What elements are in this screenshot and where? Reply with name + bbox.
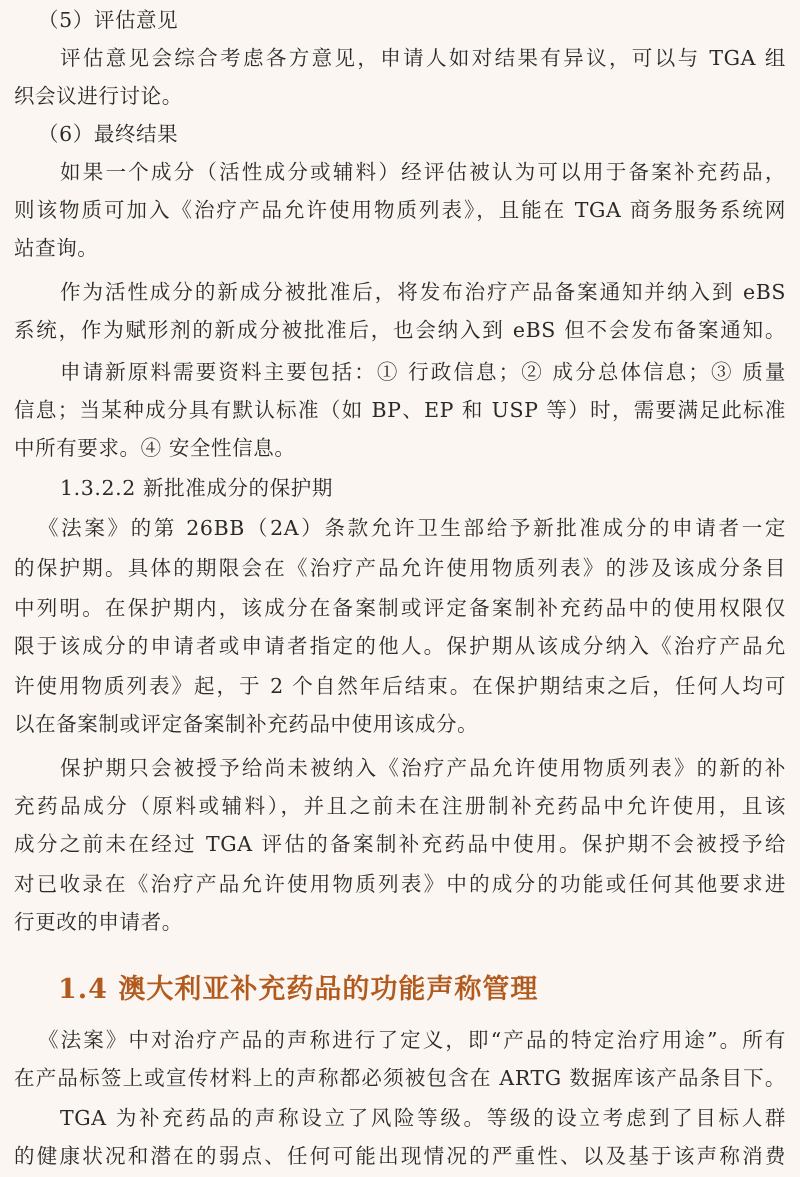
paragraph-line: 系统，作为赋形剂的新成分被批准后，也会纳入到 eBS 但不会发布备案通知。: [14, 318, 786, 342]
paragraph-line: 的健康状况和潜在的弱点、任何可能出现情况的严重性、以及基于该声称消费: [14, 1144, 786, 1168]
paragraph-line: 的保护期。具体的期限会在《治疗产品允许使用物质列表》的涉及该成分条目: [14, 556, 786, 580]
paragraph-line: TGA 为补充药品的声称设立了风险等级。等级的设立考虑到了目标人群: [60, 1106, 786, 1130]
paragraph-line: 申请新原料需要资料主要包括：① 行政信息；② 成分总体信息；③ 质量: [60, 360, 786, 384]
paragraph-line: 中所有要求。④ 安全性信息。: [14, 436, 296, 460]
paragraph-line: 成分之前未在经过 TGA 评估的备案制补充药品中使用。保护期不会被授予给: [14, 832, 786, 856]
section-heading: 1.4 澳大利亚补充药品的功能声称管理: [58, 974, 539, 1005]
paragraph-line: 则该物质可加入《治疗产品允许使用物质列表》，且能在 TGA 商务服务系统网: [14, 198, 786, 222]
paragraph-line: 行更改的申请者。: [14, 910, 183, 934]
paragraph-line: 评估意见会综合考虑各方意见，申请人如对结果有异议，可以与 TGA 组: [60, 46, 786, 70]
subheading-evaluation-opinion: （5）评估意见: [38, 8, 179, 32]
paragraph-line: 许使用物质列表》起，于 2 个自然年后结束。在保护期结束之后，任何人均可: [14, 674, 786, 698]
subheading-final-result: （6）最终结果: [38, 122, 179, 146]
paragraph-line: 充药品成分（原料或辅料），并且之前未在注册制补充药品中允许使用，且该: [14, 794, 786, 818]
subheading-protection-period: 1.3.2.2 新批准成分的保护期: [60, 476, 333, 500]
paragraph-line: 织会议进行讨论。: [14, 84, 183, 108]
paragraph-line: 保护期只会被授予给尚未被纳入《治疗产品允许使用物质列表》的新的补: [60, 756, 786, 780]
paragraph-line: 在产品标签上或宣传材料上的声称都必须被包含在 ARTG 数据库该产品条目下。: [14, 1066, 786, 1090]
paragraph-line: 限于该成分的申请者或申请者指定的他人。保护期从该成分纳入《治疗产品允: [14, 634, 786, 658]
paragraph-line: 站查询。: [14, 236, 99, 260]
paragraph-line: 中列明。在保护期内，该成分在备案制或评定备案制补充药品中的使用权限仅: [14, 596, 786, 620]
paragraph-line: 信息；当某种成分具有默认标准（如 BP、EP 和 USP 等）时，需要满足此标准: [14, 398, 786, 422]
paragraph-line: 《法案》中对治疗产品的声称进行了定义，即“产品的特定治疗用途”。所有: [38, 1028, 786, 1052]
paragraph-line: 对已收录在《治疗产品允许使用物质列表》中的成分的功能或任何其他要求进: [14, 872, 786, 896]
paragraph-line: 作为活性成分的新成分被批准后，将发布治疗产品备案通知并纳入到 eBS: [60, 280, 786, 304]
paragraph-line: 《法案》的第 26BB（2A）条款允许卫生部给予新批准成分的申请者一定: [38, 516, 786, 540]
paragraph-line: 如果一个成分（活性成分或辅料）经评估被认为可以用于备案补充药品，: [60, 160, 786, 184]
paragraph-line: 以在备案制或评定备案制补充药品中使用该成分。: [14, 712, 479, 736]
